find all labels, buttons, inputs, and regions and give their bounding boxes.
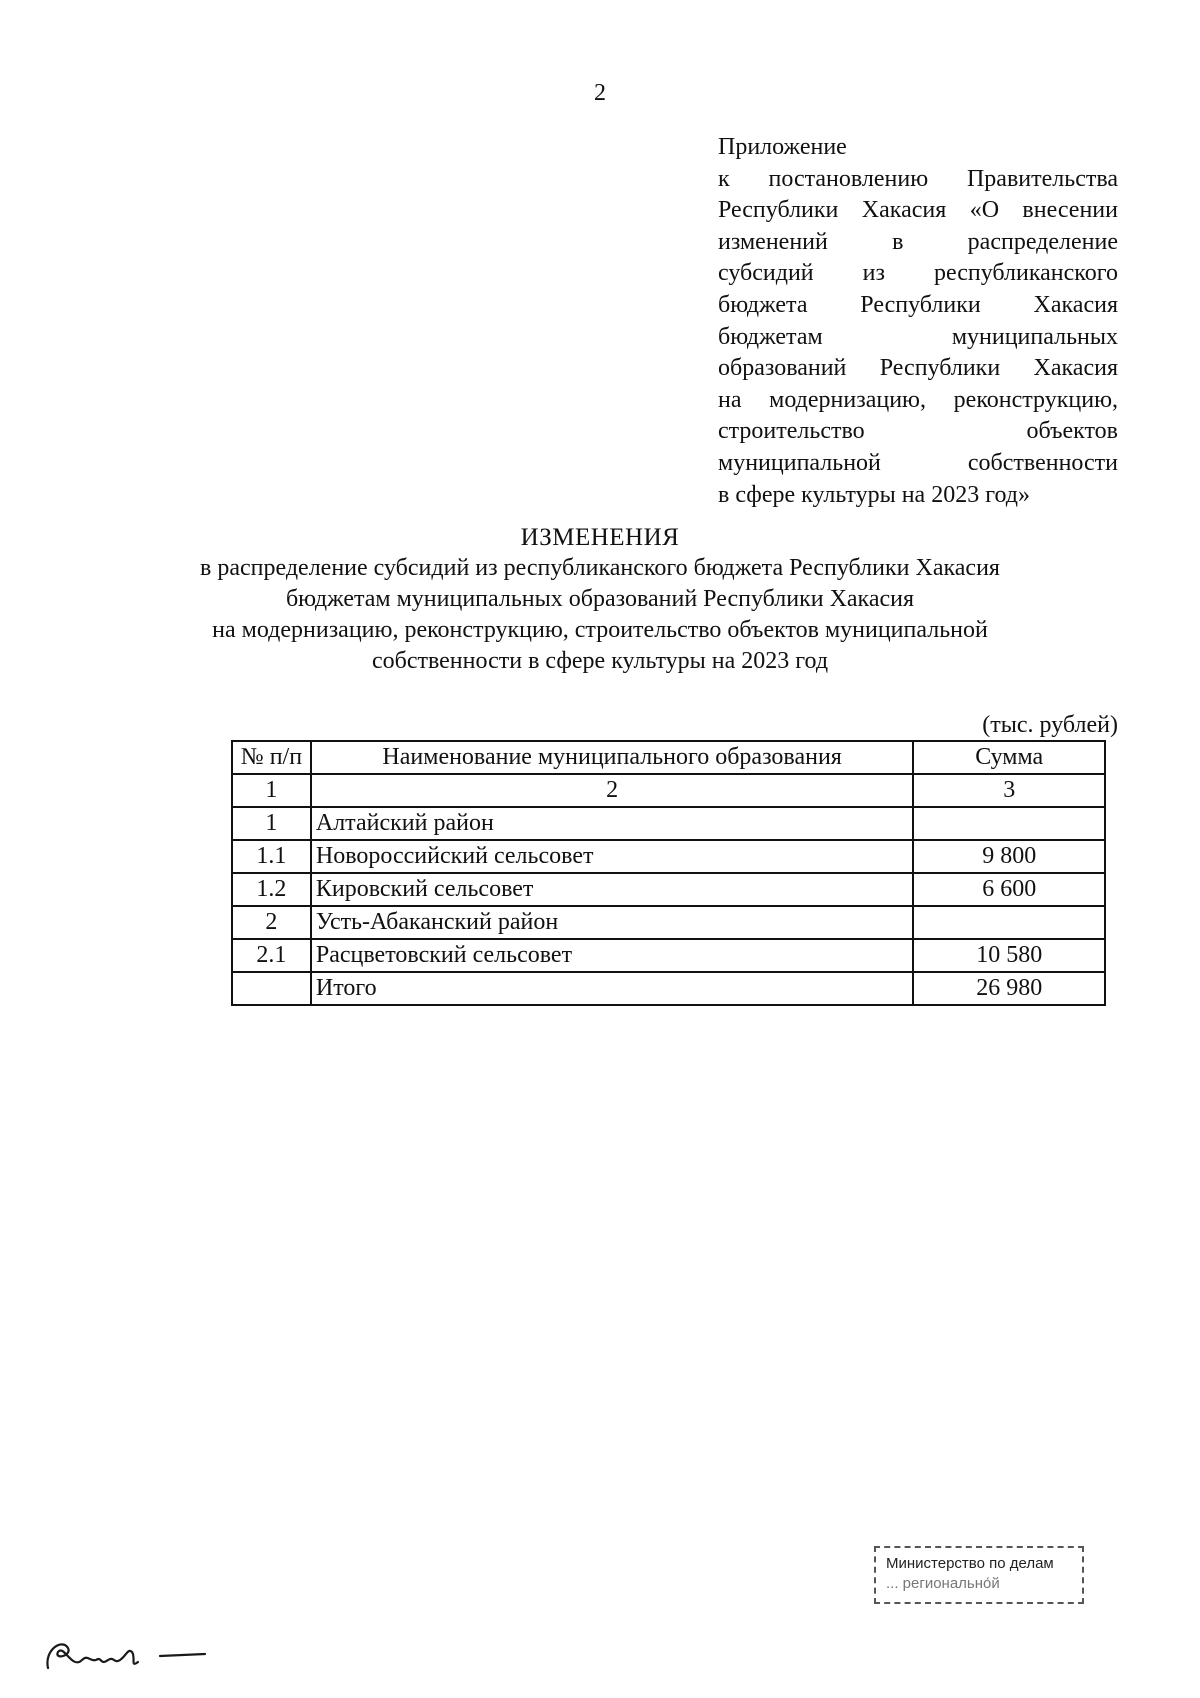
- row-sum: [913, 807, 1105, 840]
- header-sum: Сумма: [913, 741, 1105, 774]
- row-name: Усть-Абаканский район: [311, 906, 914, 939]
- table-row: [232, 939, 1105, 972]
- appendix-line: к постановлению Правительства: [718, 165, 1118, 192]
- table-row: [232, 807, 1105, 840]
- column-number: 1: [232, 774, 311, 807]
- header-number: № п/п: [232, 741, 311, 774]
- row-number: 1.2: [232, 873, 311, 906]
- row-number: 1: [232, 807, 311, 840]
- appendix-line: на модернизацию, реконструкцию,: [718, 386, 1118, 413]
- row-name: Новороссийский сельсовет: [311, 840, 914, 873]
- column-number: 3: [913, 774, 1105, 807]
- title-line: бюджетам муниципальных образований Республики Хакасия: [285, 586, 915, 612]
- handwritten-signature: [40, 1630, 210, 1680]
- appendix-line: строительство объектов: [718, 418, 1118, 445]
- table-total-row: [232, 972, 1105, 1005]
- row-number: 1.1: [232, 840, 311, 873]
- table-row: [232, 906, 1105, 939]
- page-number: 2: [594, 80, 606, 106]
- appendix-line: муниципальной собственности: [718, 449, 1118, 476]
- document-title-block: [140, 522, 1060, 677]
- appendix-line: в сфере культуры на 2023 год»: [718, 481, 1030, 508]
- appendix-line: изменений в распределение: [718, 228, 1118, 255]
- appendix-line: Приложение: [718, 134, 847, 160]
- row-number: [232, 972, 311, 1005]
- header-name: Наименование муниципального образования: [311, 741, 914, 774]
- title-line: собственности в сфере культуры на 2023 год: [371, 648, 829, 674]
- stamp-line: ... регионально́й: [886, 1575, 1000, 1592]
- row-sum: 6 600: [913, 873, 1105, 906]
- appendix-line: бюджетам муниципальных: [718, 323, 1118, 350]
- appendix-block: [718, 132, 1118, 511]
- unit-note: (тыс. рублей): [982, 712, 1118, 738]
- table-row: [232, 840, 1105, 873]
- subsidy-table: [231, 740, 1106, 1006]
- appendix-line: образований Республики Хакасия: [718, 355, 1118, 382]
- row-name: Итого: [311, 972, 914, 1005]
- column-number: 2: [311, 774, 914, 807]
- title-line: в распределение субсидий из республиканского бюджета Республики Хакасия: [200, 555, 1000, 581]
- row-sum: [913, 906, 1105, 939]
- row-name: Кировский сельсовет: [311, 873, 914, 906]
- row-name: Расцветовский сельсовет: [311, 939, 914, 972]
- appendix-line: бюджета Республики Хакасия: [718, 291, 1118, 318]
- row-sum: 10 580: [913, 939, 1105, 972]
- row-number: 2.1: [232, 939, 311, 972]
- row-sum: 9 800: [913, 840, 1105, 873]
- registration-stamp: [874, 1546, 1084, 1604]
- stamp-line: Министерство по делам: [886, 1555, 1054, 1572]
- row-name: Алтайский район: [311, 807, 914, 840]
- row-sum: 26 980: [913, 972, 1105, 1005]
- row-number: 2: [232, 906, 311, 939]
- appendix-line: Республики Хакасия «О внесении: [718, 197, 1118, 224]
- appendix-line: субсидий из республиканского: [718, 260, 1118, 287]
- table-header-row: [232, 741, 1105, 774]
- title-line: на модернизацию, реконструкцию, строительство объектов муниципальной: [212, 617, 988, 643]
- column-number-row: [232, 774, 1105, 807]
- document-title: ИЗМЕНЕНИЯ: [520, 524, 680, 551]
- table-row: [232, 873, 1105, 906]
